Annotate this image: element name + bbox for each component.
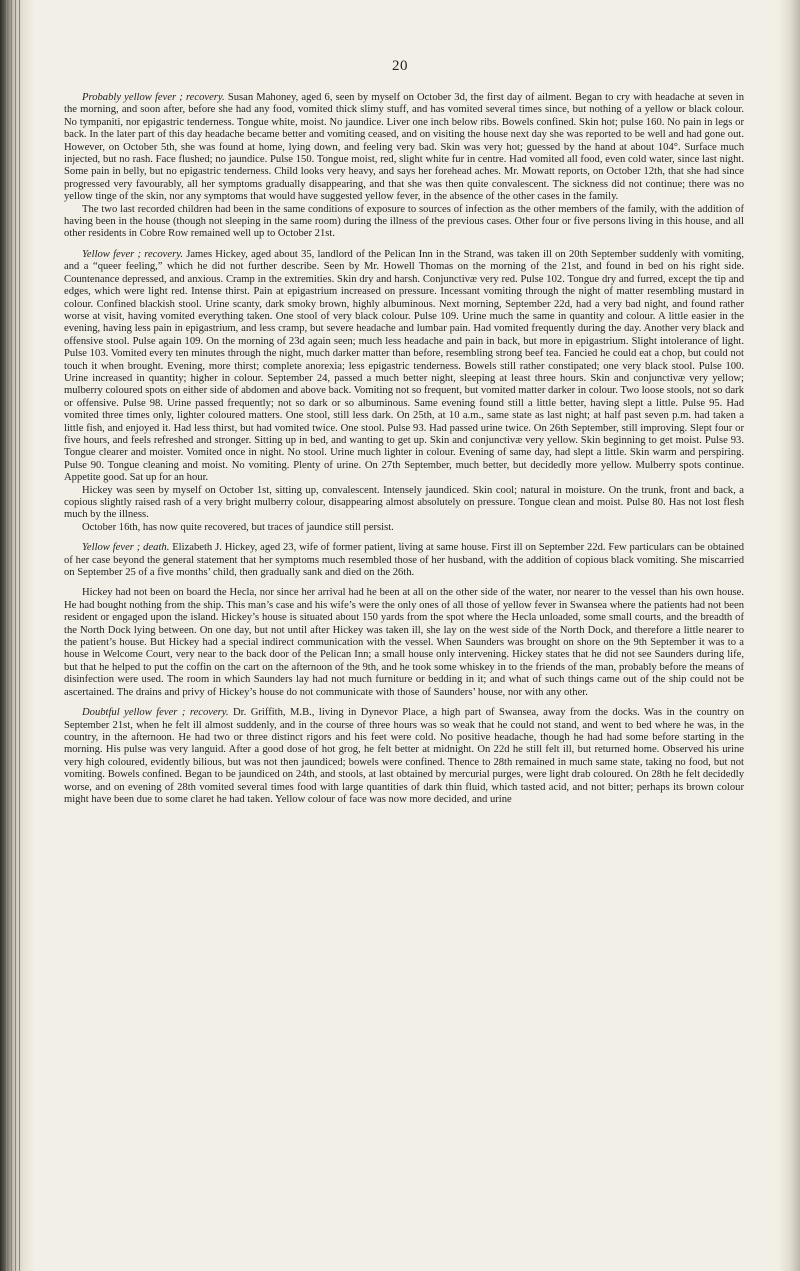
spine-line [19,0,20,1271]
paragraph-hickey-exposure [64,587,744,699]
spine-line [6,0,7,1271]
spine-line [11,0,12,1271]
paragraph-mahoney-case [64,92,744,204]
paragraph-text: Hickey had not been on board the Hecla, nor since her arrival had he been at all on the other side of the water, nor nearer to the vessel than his own house. He had bought nothing from the ship. This man’s case and his wife’s were the only ones of all those of yellow fever in Swansea where the patients had not been resident or engaged upon the island. Hickey’s house is situated about 150 yards from the spot where the Hecla unloaded, some small courts, and the breadth of the North Dock lying between. On one day, but not until after Hickey was taken ill, she lay on the west side of the North Dock, and therefore a little nearer to the patient’s house. But Hickey had a special indirect communication with the vessel. When Saunders was brought on shore on the 9th September it was to a house in Welcome Court, very near to the back door of the Pelican Inn; a small house only intervening. Hickey states that he did not see Saunders during life, but that he helped to put the coffin on the cart on the afternoon of the 9th, and he took some whiskey in to the friends of the man, probably before the means of disinfection were used. The room in which Saunders lay had not much furniture or bedding in it; and what of such things came out of the ship could not be ascertained. The drains and privy of Hickey’s house do not communicate with those of Saunders’ house, nor with any other. [64,587,744,698]
page-number: 20 [392,58,408,74]
paragraph-text: Hickey was seen by myself on October 1st, sitting up, convalescent. Intensely jaundiced. Skin cool; natural in moisture. On the trunk, front and back, a copious slightly raised rash of a very bright mulberry colour, disappearing almost absolutely on pressure. Tongue clean and moist. Pulse 80. Has not lost flesh much by the illness. [64,484,744,521]
paragraph-text: Dr. Griffith, M.B., living in Dynevor Place, a high part of Swansea, away from the docks. Was in the country on September 21st, when he felt ill almost suddenly, and in the course of three hours was so weak that he could not stand, and went to bed where he was, in the country, in the afternoon. He had two or three distinct rigors and his feet were cold. No positive headache, though he had had some before starting in the morning. His pulse was very languid. After a good dose of hot grog, he felt better at midnight. On 22d he still felt ill, but returned home. Observed his urine very high coloured, evidently bilious, but was not then jaundiced; bowels were confined. Thence to 28th remained in much same state, taking no food, but not vomiting. Bowels confined. Began to be jaundiced on 24th, and stools, at last obtained by mercurial purges, were light drab coloured. On 28th he felt decidedly worse, and on evening of 28th vomited several times food with large quantities of dark thin fluid, which tasted acid, and not bitter; perhaps its brown colour might have been due to some claret he had taken. Yellow colour of face was now more decided, and urine [64,707,744,805]
paragraph-griffith-case [64,707,744,806]
case-heading: Yellow fever ; death. [82,542,170,554]
paragraph-text: October 16th, has now quite recovered, but traces of jaundice still persist. [82,521,394,533]
case-heading: Yellow fever ; recovery. [82,248,183,260]
paragraph-elizabeth-hickey-case [64,542,744,579]
case-heading: Probably yellow fever ; recovery. [82,92,225,103]
paragraph-text: James Hickey, aged about 35, landlord of the Pelican Inn in the Strand, was taken ill on 20th September suddenly with vomiting, and a “queer feeling,” which he did not further describe. Seen by Mr. Howell Thomas on the morning of the 21st, and found in bed on his right side. Countenance depressed, and anxious. Cramp in the extremities. Skin dry and harsh. Conjunctivæ very red. Pulse 102. Tongue dry and furred, except the tip and edges, which were light red. Intense thirst. Pain at epigastrium increased on pressure. Incessant vomiting through the night of matter resembling mustard in colour. Confined blackish stool. Urine scanty, dark smoky brown, highly albuminous. Next morning, September 22d, had a very bad night, and found rather worse at visit, having vomited everything taken. One stool of very black colour. Pulse 109. Urine much the same in quantity and colour. A little easier in the evening, having less pain in epigastrium, and less cramp, but severe headache and lumbar pain. Had vomited frequently during the day. Another very black and offensive stool. Pulse again 109. On the morning of 23d again seen; much less headache and pain in back, but more in epigastrium. Slight intolerance of light. Pulse 103. Vomited every ten minutes through the night, much darker matter than before, resembling strong beef tea. Fancied he could eat a chop, but could not touch it when brought. Evening, more thirst; complete anorexia; less epigastric tenderness. Bowels still rather constipated; one very black stool. Pulse 100. Urine increased in quantity; higher in colour. September 24, passed a much better night, sleeping at least three hours. Skin and conjunctivæ very yellow; mulberry coloured spots on either side of abdomen and above back. Vomiting not so frequent, but vomited matter darker in colour. Two loose stools, not so dark or offensive. Pulse 98. Urine passed frequently; not so dark or so albuminous. Same evening found still a little better, having slept a little. Pulse 95. Had vomited three times only, lighter coloured matters. One stool, still less dark. On 25th, at 10 a.m., same state as last night; at half past seven p.m. had taken a little fish, and enjoyed it. Had less thirst, but had vomited twice. One stool. Pulse 93. Had passed urine twice. On 26th September, still improving. Slept four or five hours, and feels refreshed and stronger. Sitting up in bed, and wanting to get up. Skin and conjunctivæ very yellow. Skin beginning to get moist. Pulse 93. Tongue clearer and moister. Vomited once in night. No stool. Urine much lighter in colour. Evening of same day, had slept a little. Skin warm and perspiring. Pulse 90. Tongue cleaning and moist. No vomiting. Plenty of urine. On 27th September, much better, but decidedly more yellow. Mulberry spots continue. Appetite good. Sat up for an hour. [64,248,744,484]
paragraph-text: The two last recorded children had been in the same conditions of exposure to sources of infection as the other members of the family, with the addition of having been in the house (though not sleeping in the same room) during the illness of the previous cases. Other four or five persons living in this house, and all other residents in Cobre Row remained well up to October 21st. [64,203,744,240]
page-edge-shadow [778,0,800,1271]
case-heading: Doubtful yellow fever ; recovery. [82,707,229,719]
paragraph-text: Susan Mahoney, aged 6, seen by myself on October 3d, the first day of ailment. Began to cry with headache at seven in the morning, and soon after, before she had any food, vomited thick slimy stuff, and has vomited several times since, but nothing of a yellow or black colour. No tympaniti, nor epigastric tenderness. Tongue white, moist. No jaundice. Liver one inch below ribs. Bowels confined. Skin hot; pulse 160. No pain in legs or back. In the later part of this day headache became better and vomiting ceased, and on visiting the house next day she was reported to be well and had gone out. However, on October 5th, she was found at home, lying down, and feeling very bad. Skin was very hot; guessed by the hand at about 104°. Surface much injected, but no rash. Face flushed; no jaundice. Pulse 150. Tongue moist, red, slight white fur in centre. Had vomited all food, even cold water, since last night. Some pain in belly, but no epigastric tenderness. Child looks very heavy, and says her forehead aches. Mr. Mowatt reports, on October 12th, that she had since progressed very favourably, all her symptoms gradually disappearing, and that she was then quite convalescent. The sickness did not continue; there was no yellow tinge of the skin, nor any symptoms that would have suggested yellow fever, in the absence of the other cases in the family. [64,92,745,203]
paragraph-text: Elizabeth J. Hickey, aged 23, wife of former patient, living at same house. First ill on September 22d. Few particulars can be obtained of her case beyond the general statement that her symptoms much resembled those of her husband, with the addition of copious black vomiting. She miscarried on September 25 of a five months’ child, then gradually sank and died on the 26th. [64,542,744,579]
page-body [64,92,744,806]
paragraph-exposure-note [64,204,744,241]
spine-line [15,0,16,1271]
paragraph-hickey-seen [64,485,744,522]
paragraph-hickey-recovered [64,522,744,534]
paragraph-james-hickey-case [64,249,744,485]
